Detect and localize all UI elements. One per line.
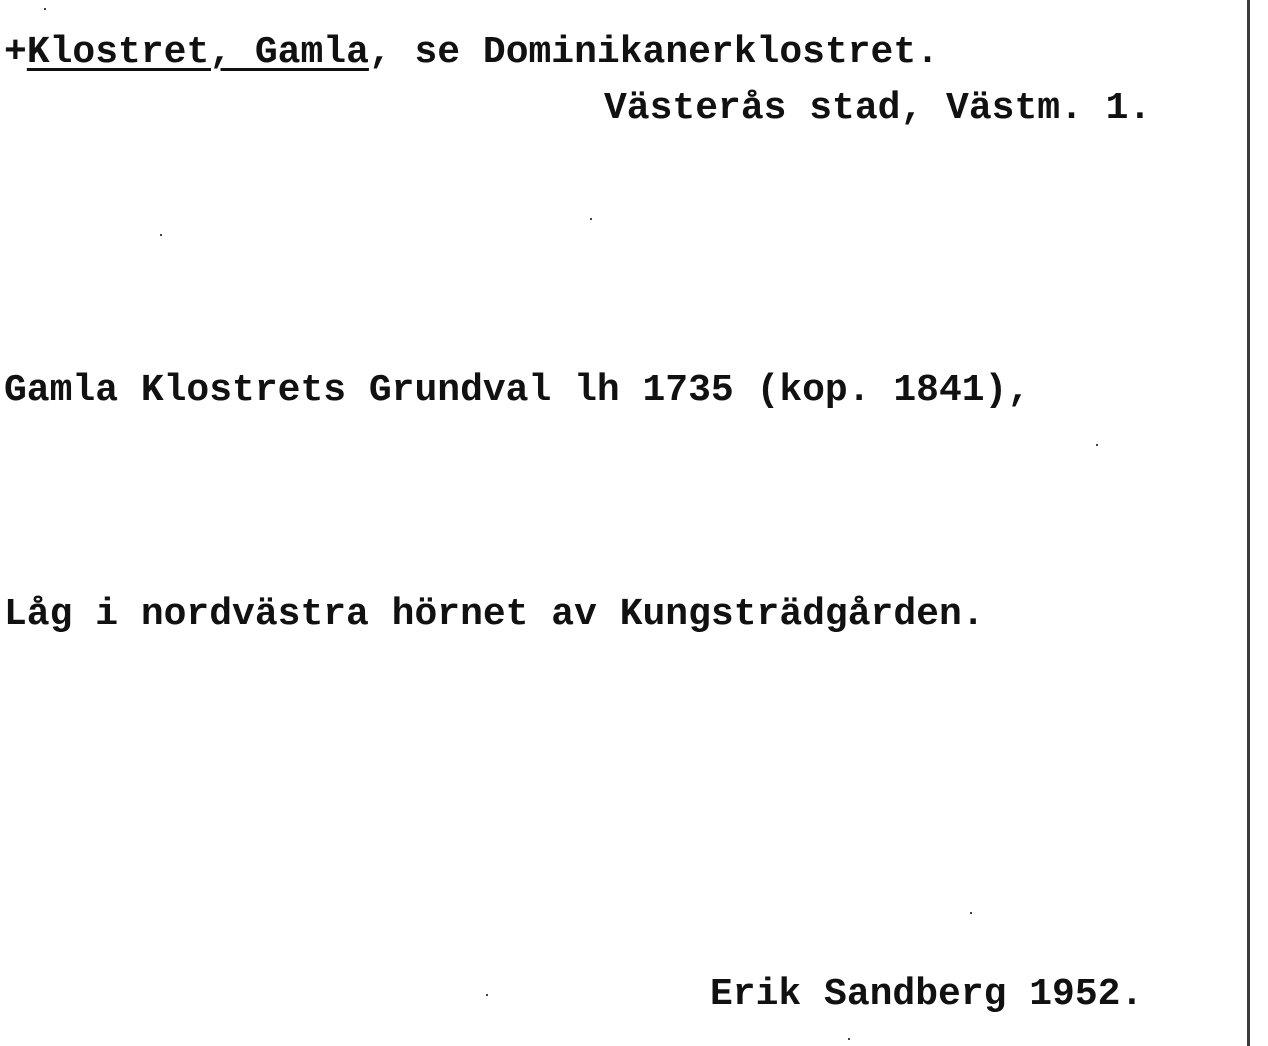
heading-line (4, 31, 939, 74)
heading-title: Klostret, Gamla (26, 31, 369, 74)
description-line: Låg i nordvästra hörnet av Kungsträdgården. (4, 593, 985, 636)
signature-line: Erik Sandberg 1952. (710, 973, 1144, 1016)
scan-speck (160, 234, 162, 236)
card-right-edge (1247, 0, 1250, 1046)
scan-speck (590, 218, 592, 220)
scan-speck (44, 8, 46, 10)
heading-cross-reference: , se Dominikanerklostret. (368, 31, 939, 74)
scan-speck (486, 994, 488, 996)
scan-speck (848, 1038, 850, 1040)
reference-line: Gamla Klostrets Grundval lh 1735 (kop. 1841), (4, 369, 1031, 412)
scan-speck (1096, 444, 1098, 446)
heading-prefix: + (4, 31, 27, 74)
location-line: Västerås stad, Västm. 1. (604, 87, 1152, 130)
scan-speck (970, 912, 972, 914)
